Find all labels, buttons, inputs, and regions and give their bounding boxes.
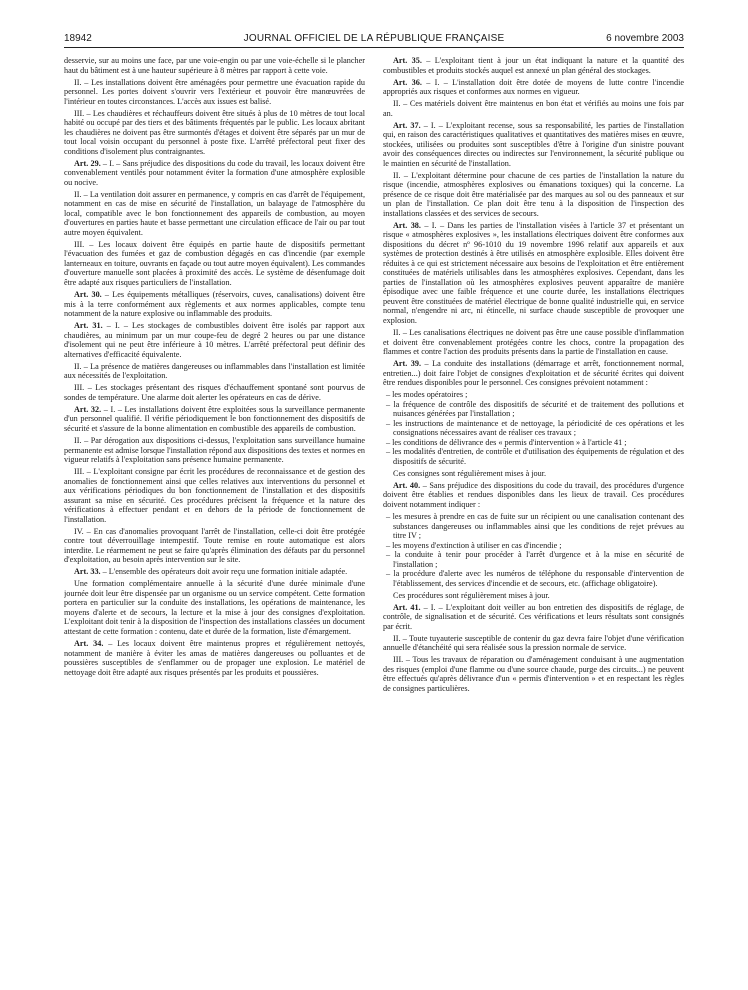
- paragraph-text: IV. – En cas d'anomalies provoquant l'arrêt de l'installation, celle-ci doit être protégée contre tout déverrouillage intempestif. Toute remise en route automatique est alors interdite. Le réarmement ne peut se faire qu'après élimination des défauts par du personnel d'exploitation, au besoin après intervention sur le site.: [64, 526, 365, 565]
- paragraph-text: – Sans préjudice des dispositions du code du travail, des procédures d'urgence doivent être établies et rendues disponibles dans les lieux de travail. Ces procédures doivent notamment indiquer :: [383, 480, 684, 509]
- paragraph: [383, 469, 684, 479]
- article-number: Art. 34.: [74, 639, 104, 648]
- article-number: Art. 33.: [74, 567, 101, 577]
- paragraph: [383, 121, 684, 169]
- article-number: Art. 35.: [393, 56, 422, 65]
- dash-list: [383, 390, 684, 466]
- paragraph: [383, 221, 684, 326]
- paragraph: [64, 383, 365, 402]
- paragraph-text: – I. – L'exploitant recense, sous sa responsabilité, les parties de l'installation qui, en raison des caractéristiques qualitatives et quantitatives des matières mises en œuvre, stockées, utilisées ou produites sont susceptibles d'être à l'origine d'un sinistre pouvant avoir des conséquences directes ou indirectes sur l'environnement, la sécurité publique ou le maintien en sécurité de l'installation.: [383, 120, 684, 168]
- paragraph-text: – I. – L'installation doit être dotée de moyens de lutte contre l'incendie appropriés aux risques et conformes aux normes en vigueur.: [383, 77, 684, 97]
- left-column: [64, 56, 365, 981]
- paragraph-text: II. – Les canalisations électriques ne doivent pas être une cause possible d'inflammation et doivent être convenablement protégées contre les chocs, contre la propagation des flammes et contre l'action des produits présents dans la partie de l'installation en cause.: [383, 328, 684, 357]
- paragraph: [383, 78, 684, 97]
- paragraph: [383, 171, 684, 219]
- paragraph-text: II. – Toute tuyauterie susceptible de contenir du gaz devra faire l'objet d'une vérification annuelle d'étanchéité qui sera réalisée sous la pression normale de service.: [383, 633, 684, 653]
- list-item: – la fréquence de contrôle des dispositifs de sécurité et de traitement des pollutions et nuisances générées par l'installation ;: [386, 399, 684, 419]
- paragraph: [64, 527, 365, 565]
- paragraph: [64, 567, 365, 577]
- paragraph: [64, 56, 365, 75]
- paragraph-text: III. – Les chaudières et réchauffeurs doivent être situés à plus de 10 mètres de tout local habité ou occupé par des tiers et des bâtiments fréquentés par le public. Les locaux abritant les chaudières ne doivent pas être surmontés d'étages et doivent être séparés par un mur de tout local voisin occupant du personnel à poste fixe. L'arrêté préfectoral peut fixer des conditions d'isolement plus contraignantes.: [64, 108, 365, 156]
- paragraph: [64, 467, 365, 524]
- article-number: Art. 32.: [74, 404, 102, 414]
- paragraph-text: Une formation complémentaire annuelle à la sécurité d'une durée minimale d'une journée doit leur être dispensée par un organisme ou un service compétent. Cette formation portera en particulier sur la conduite des installations, les opérations de maintenance, les moyens d'alerte et de secours, la lecture et la mise à jour des consignes d'exploitation. L'exploitant doit tenir à la disposition de l'inspection des installations classées un document attestant de cette formation : contenu, date et durée de la formation, liste d'émargement.: [64, 579, 365, 636]
- article-number: Art. 30.: [74, 290, 102, 300]
- paragraph-text: – I. – Les installations doivent être exploitées sous la surveillance permanente d'un personnel qualifié. Il vérifie périodiquement le bon fonctionnement des dispositifs de sécurité et s'assure de la bonne alimentation en combustible des appareils de combustion.: [64, 404, 365, 433]
- paragraph: [383, 359, 684, 388]
- article-number: Art. 31.: [74, 321, 103, 331]
- right-column: [383, 56, 684, 981]
- paragraph-text: – I. – L'exploitant doit veiller au bon entretien des dispositifs de réglage, de contrôle, de signalisation et de sécurité. Ces vérifications et leurs résultats sont consignés par écrit.: [383, 602, 684, 631]
- paragraph: [64, 240, 365, 288]
- article-number: Art. 37.: [393, 120, 421, 130]
- paragraph: [383, 655, 684, 693]
- paragraph-text: II. – Par dérogation aux dispositions ci-dessus, l'exploitation sans surveillance humaine permanente est admise lorsque l'installation répond aux dispositions des textes et normes en vigueur relatifs à l'exploitation sans présence humaine permanente.: [64, 436, 365, 465]
- list-item: – les mesures à prendre en cas de fuite sur un récipient ou une canalisation contenant des substances dangereuses ou inflammables ainsi que les conditions de rejet prévues au titre IV ;: [386, 512, 684, 541]
- paragraph-text: II. – La ventilation doit assurer en permanence, y compris en cas d'arrêt de l'équipement, notamment en cas de mise en sécurité de l'installation, un balayage de l'atmosphère du local, compatible avec le bon fonctionnement des appareils de combustion, au moyen d'ouvertures en parties haute et basse permettant une circulation efficace de l'air ou par tout autre moyen équivalent.: [64, 189, 365, 237]
- paragraph-text: – I. – Sans préjudice des dispositions du code du travail, les locaux doivent être convenablement ventilés pour notamment éviter la formation d'une atmosphère explosible ou nocive.: [64, 158, 365, 187]
- paragraph-text: Ces procédures sont régulièrement mises à jour.: [393, 590, 550, 600]
- header-rule: [64, 47, 684, 48]
- paragraph: [383, 603, 684, 632]
- paragraph: [64, 579, 365, 636]
- paragraph: [64, 109, 365, 157]
- paragraph-text: II. – Les installations doivent être aménagées pour permettre une évacuation rapide du personnel. Les portes doivent s'ouvrir vers l'extérieur et pouvoir être manœuvrées de l'intérieur en toutes circonstances. L'accès aux issues est balisé.: [64, 77, 365, 106]
- article-number: Art. 41.: [393, 602, 421, 612]
- paragraph-text: – Les équipements métalliques (réservoirs, cuves, canalisations) doivent être mis à la terre conformément aux règlements et aux normes applicables, compte tenu notamment de la nature explosive ou inflammable des produits.: [64, 290, 365, 319]
- article-number: Art. 40.: [393, 480, 421, 490]
- paragraph-text: – La conduite des installations (démarrage et arrêt, fonctionnement normal, entretien...) doit faire l'objet de consignes d'exploitation et de sécurité écrites qui doivent être rendues disponibles pour le personnel. Ces consignes prévoient notamment :: [383, 359, 684, 388]
- paragraph-text: III. – Les locaux doivent être équipés en partie haute de dispositifs permettant l'évacuation des fumées et gaz de combustion dégagés en cas d'incendie (par exemple lanterneaux en toiture, ouvrants en façade ou tout autre moyen équivalent). Les commandes d'ouverture manuelle sont placées à proximité des accès. Le système de désenfumage doit être adapté aux risques particuliers de l'installation.: [64, 239, 365, 287]
- article-number: Art. 39.: [393, 359, 422, 369]
- paragraph-text: – Les locaux doivent être maintenus propres et régulièrement nettoyés, notamment de manière à éviter les amas de matières dangereuses ou polluantes et de poussières susceptibles de s'enflammer ou de propager une explosion. Le matériel de nettoyage doit être adapté aux risques présentés par les produits et poussières.: [64, 639, 365, 677]
- paragraph-text: – I. – Dans les parties de l'installation visées à l'article 37 et présentant un risque « atmosphères explosives », les installations électriques doivent être conformes aux dispositions du décret nº 96-1010 du 19 novembre 1996 relatif aux appareils et aux systèmes de protection destinés à être utilisés en atmosphère explosible. Elles doivent être réduites à ce qui est strictement nécessaire aux besoins de l'exploitation et être entièrement constituées de matériels utilisables dans les atmosphères explosives. Cependant, dans les parties de l'installation où les atmosphères explosives peuvent apparaître de manière épisodique avec une faible fréquence et une courte durée, les installations électriques peuvent être constituées de matériel électrique de bonne qualité industrielle qui, en service normal, n'engendre ni arc, ni étincelle, ni surface chaude susceptible de provoquer une explosion.: [383, 220, 684, 325]
- article-number: Art. 29.: [74, 158, 101, 168]
- list-item: – les moyens d'extinction à utiliser en cas d'incendie ;: [386, 540, 562, 550]
- paragraph-text: II. – L'exploitant détermine pour chacune de ces parties de l'installation la nature du risque (incendie, atmosphères explosives ou émanations toxiques) qui la concerne. La présence de ce risque doit être matérialisée par des marques au sol ou des panneaux et sur un plan de l'installation. Ce plan doit être tenu à la disposition de l'inspection des installations classées et des services de secours.: [383, 170, 684, 218]
- journal-title: JOURNAL OFFICIEL DE LA RÉPUBLIQUE FRANÇAISE: [243, 33, 505, 44]
- paragraph: [383, 591, 684, 601]
- list-item: – les instructions de maintenance et de nettoyage, la périodicité de ces opérations et les consignations nécessaires avant de réaliser ces travaux ;: [386, 418, 684, 438]
- paragraph-text: – I. – Les stockages de combustibles doivent être isolés par rapport aux chaudières, au minimum par un mur coupe-feu de degré 2 heures ou par une distance d'isolement qui ne peut être inférieure à 10 mètres. L'arrêté préfectoral peut définir des alternatives d'efficacité équivalente.: [64, 321, 365, 359]
- paragraph-text: desservie, sur au moins une face, par une voie-engin ou par une voie-échelle si le plancher haut du bâtiment est à une hauteur supérieure à 8 mètres par rapport à cette voie.: [64, 56, 365, 75]
- issue-date: 6 novembre 2003: [606, 33, 684, 44]
- paragraph: [64, 159, 365, 188]
- paragraph: [383, 328, 684, 357]
- paragraph: [64, 78, 365, 107]
- paragraph-text: – L'ensemble des opérateurs doit avoir reçu une formation initiale adaptée.: [100, 567, 348, 577]
- list-item: – la procédure d'alerte avec les numéros de téléphone du responsable d'intervention de l'établissement, des services d'incendie et de secours, etc. (affichage obligatoire).: [386, 569, 684, 588]
- paragraph: [64, 190, 365, 238]
- paragraph-text: II. – La présence de matières dangereuses ou inflammables dans l'installation est limitée aux nécessités de l'exploitation.: [64, 361, 365, 381]
- paragraph: [64, 436, 365, 465]
- paragraph-text: III. – Tous les travaux de réparation ou d'aménagement conduisant à une augmentation des risques (emploi d'une flamme ou d'une source chaude, purge des circuits...) ne peuvent être effectués qu'après délivrance d'un « permis d'intervention » et en respectant les règles de consignes particulières.: [383, 655, 684, 693]
- paragraph-text: – L'exploitant tient à jour un état indiquant la nature et la quantité des combustibles et produits stockés auquel est annexé un plan général des stockages.: [383, 56, 684, 75]
- paragraph: [64, 321, 365, 359]
- article-number: Art. 38.: [393, 220, 421, 230]
- paragraph-text: III. – L'exploitant consigne par écrit les procédures de reconnaissance et de gestion des anomalies de fonctionnement ainsi que celles relatives aux interventions du personnel et aux vérifications périodiques du bon fonctionnement de l'installation et des dispositifs assurant sa mise en sécurité. Ces procédures précisent la fréquence et la nature des vérifications à effectuer pendant et en dehors de la période de fonctionnement de l'installation.: [64, 467, 365, 524]
- list-item: – les modes opératoires ;: [386, 390, 468, 400]
- page-number: 18942: [64, 33, 92, 44]
- article-number: Art. 36.: [393, 77, 422, 87]
- paragraph-text: III. – Les stockages présentant des risques d'échauffement spontané sont pourvus de sondes de température. Une alarme doit alerter les opérateurs en cas de dérive.: [64, 383, 365, 402]
- paragraph: [383, 56, 684, 75]
- list-item: – les conditions de délivrance des « permis d'intervention » à l'article 41 ;: [386, 437, 627, 447]
- paragraph: [64, 290, 365, 319]
- paragraph: [64, 362, 365, 381]
- paragraph-text: II. – Ces matériels doivent être maintenus en bon état et vérifiés au moins une fois par an.: [383, 99, 684, 118]
- paragraph-text: Ces consignes sont régulièrement mises à jour.: [393, 468, 547, 478]
- text-columns: [64, 56, 684, 981]
- paragraph: [64, 405, 365, 434]
- list-item: – les modalités d'entretien, de contrôle et d'utilisation des équipements de régulation et des dispositifs de sécurité.: [386, 447, 684, 466]
- paragraph: [64, 639, 365, 677]
- paragraph: [383, 481, 684, 510]
- list-item: – la conduite à tenir pour procéder à l'arrêt d'urgence et à la mise en sécurité de l'installation ;: [386, 550, 684, 569]
- paragraph: [383, 99, 684, 118]
- paragraph: [383, 634, 684, 653]
- dash-list: [383, 512, 684, 588]
